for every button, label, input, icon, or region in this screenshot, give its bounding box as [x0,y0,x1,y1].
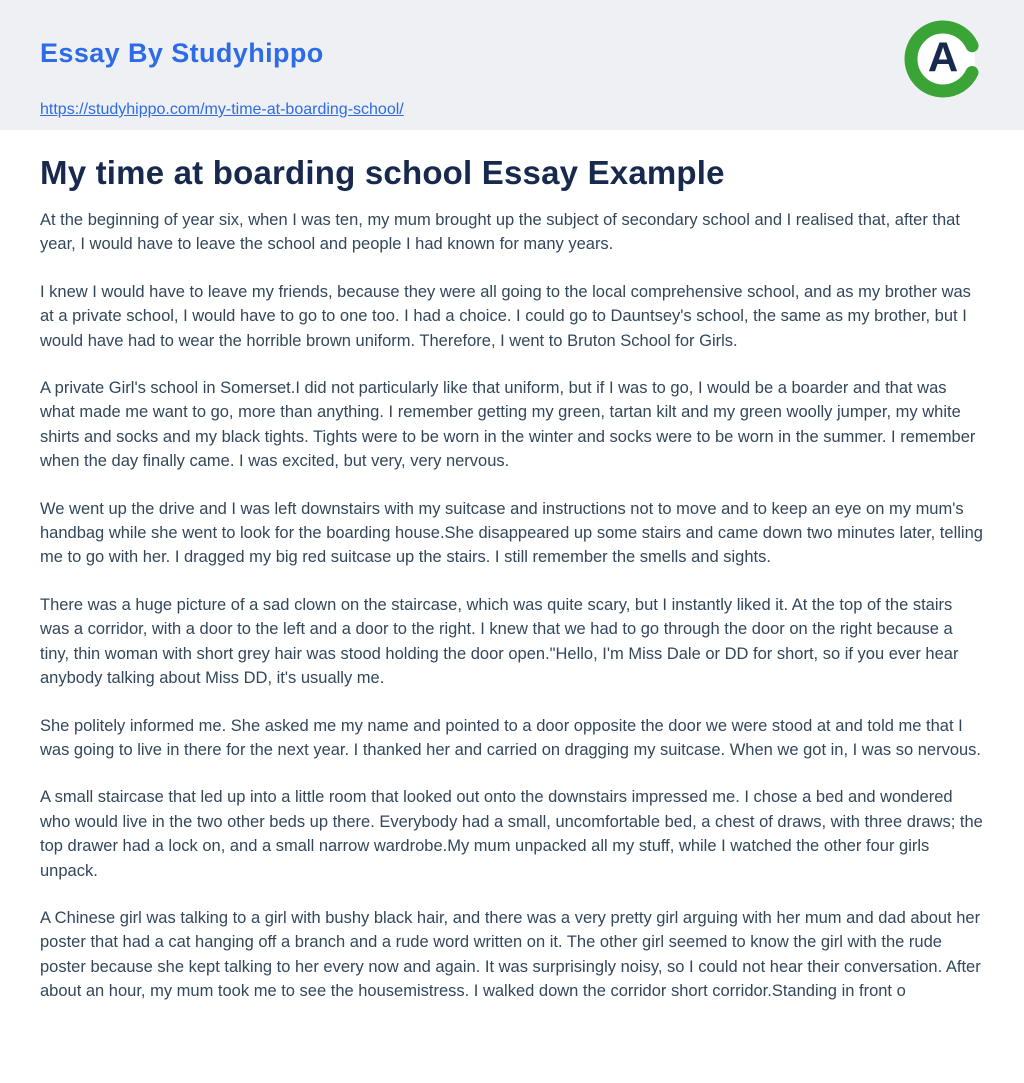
essay-title: My time at boarding school Essay Example [40,154,725,191]
studyhippo-logo [904,20,982,98]
essay-paragraph: I knew I would have to leave my friends, because they were all going to the local comprehensive school, and as my brother was at a private school, I would have to go to one too. I had a choice. I could go to Dauntsey's school, the same as my brother, but I would have had to wear the horrible brown uniform. Therefore, I went to Bruton School for Girls. [40,282,971,350]
essay-paragraph: A private Girl's school in Somerset.I did not particularly like that uniform, but if I was to go, I would be a boarder and that was what made me want to go, more than anything. I remember getting my green, tartan kilt and my green woolly jumper, my white shirts and socks and my black tights. Tights were to be worn in the winter and socks were to be worn in the summer. I remember when the day finally came. I was excited, but very, very nervous. [40,379,976,471]
essay-paragraph: At the beginning of year six, when I was ten, my mum brought up the subject of secondary school and I realised that, after that year, I would have to leave the school and people I had known for many years. [40,211,960,254]
essay-content [0,130,1024,1004]
header-text [40,33,984,119]
essay-body [40,208,984,1004]
site-title: Essay By Studyhippo [40,38,324,68]
essay-paragraph: We went up the drive and I was left downstairs with my suitcase and instructions not to move and to keep an eye on my mum's handbag while she went to look for the boarding house.She disappeared up some stairs and came down two minutes later, telling me to go with her. I dragged my big red suitcase up the stairs. I still remember the smells and sights. [40,499,983,567]
logo-letter: A [927,33,959,81]
essay-url-link[interactable]: https://studyhippo.com/my-time-at-boarding-school/ [40,101,404,118]
essay-paragraph: A Chinese girl was talking to a girl with bushy black hair, and there was a very pretty girl arguing with her mum and dad about her poster that had a cat hanging off a branch and a rude word written on it. The other girl seemed to know the girl with the rude poster because she kept talking to her every now and again. It was surprisingly noisy, so I could not hear their conversation. After about an hour, my mum took me to see the housemistress. I walked down the corridor short corridor.Standing in front o [40,908,981,1001]
essay-paragraph: She politely informed me. She asked me my name and pointed to a door opposite the door we were stood at and told me that I was going to live in there for the next year. I thanked her and carried on dragging my suitcase. When we got in, I was so nervous. [40,716,982,759]
essay-paragraph: There was a huge picture of a sad clown on the staircase, which was quite scary, but I instantly liked it. At the top of the stairs was a corridor, with a door to the left and a door to the right. I knew that we had to go through the door on the right because a tiny, thin woman with short grey hair was stood holding the door open."Hello, I'm Miss Dale or DD for short, so if you ever hear anybody talking about Miss DD, it's usually me. [40,595,959,688]
site-header [0,0,1024,130]
essay-paragraph: A small staircase that led up into a little room that looked out onto the downstairs impressed me. I chose a bed and wondered who would live in the two other beds up there. Everybody had a small, uncomfortable bed, a chest of draws, with three draws; the top drawer had a lock on, and a small narrow wardrobe.My mum unpacked all my stuff, while I watched the other four girls unpack. [40,788,983,880]
